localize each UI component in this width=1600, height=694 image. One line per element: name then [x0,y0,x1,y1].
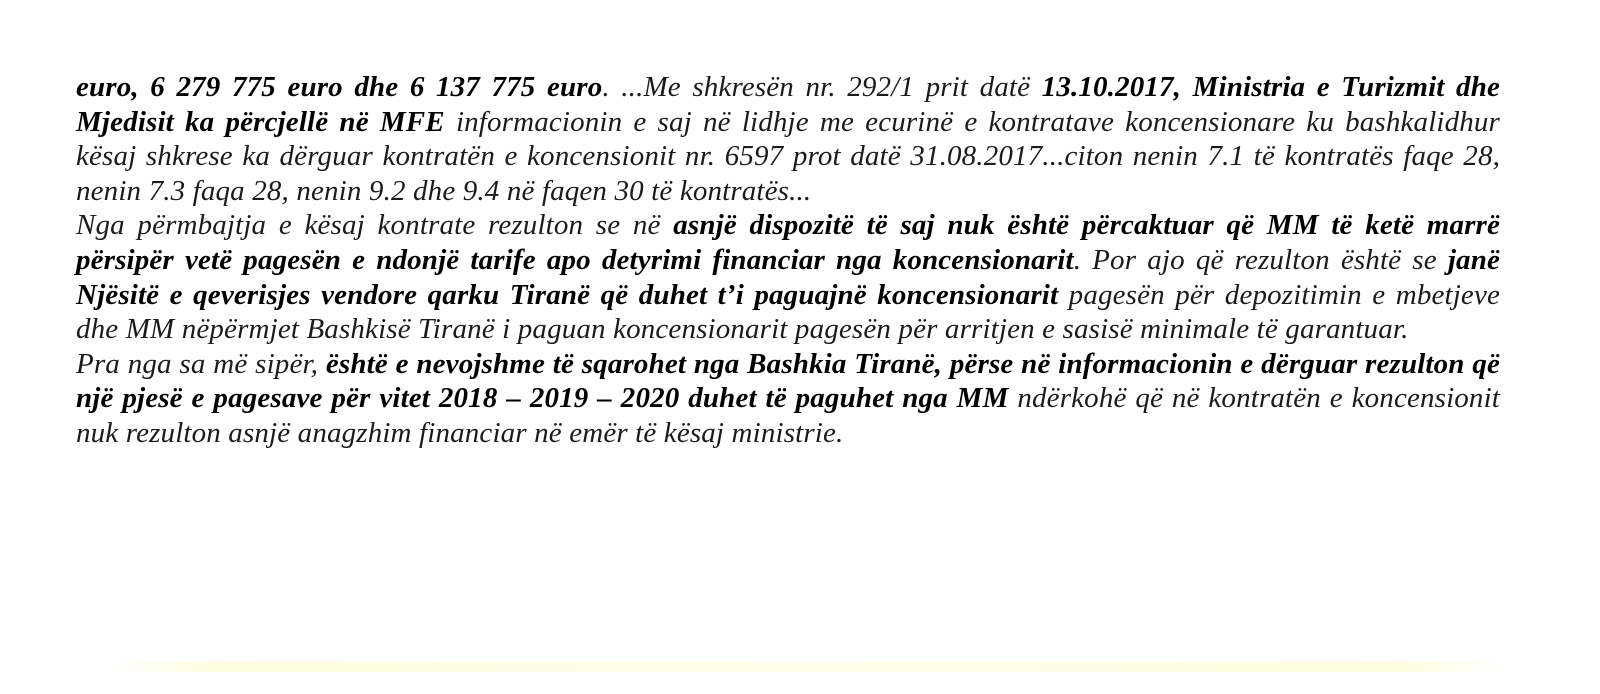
segment: informacionin e saj në lidhje me ecurinë e kontratave koncensionare ku bashkalidhur kësaj shkrese ka dërguar kontratën e koncensionit nr. 6597 prot datë 31.08.2017...citon nenin 7.1 të kontratës faqe 28, nenin 7.3 faqa 28, nenin 9.2 dhe 9.4 në faqen 30 të kontratës... [76,105,1500,207]
paragraph-2 [76,208,1500,346]
segment: . Por ajo që rezulton është se [1073,243,1448,276]
paragraph-1 [76,70,1500,208]
segment: ndërkohë që në kontratën e koncensionit nuk rezulton asnjë anagzhim financiar në emër të kësaj ministrie. [76,382,1500,449]
scan-smudge [108,662,1508,672]
segment: Nga përmbajtja e kësaj kontrate rezulton se në [76,209,674,242]
segment: euro, 6 279 775 euro dhe 6 137 775 euro [76,71,603,103]
segment: Pra nga sa më sipër, [76,347,326,380]
segment: janë Njësitë e qeverisjes vendore qarku Tiranë që duhet t’i paguajnë koncensionarit [76,243,1501,311]
segment: 13.10.2017, Ministria e Turizmit dhe Mjedisit ka përcjellë në MFE [76,71,1500,138]
segment: pagesën për depozitimin e mbetjeve dhe MM nëpërmjet Bashkisë Tiranë i paguan koncensionarit pagesën për arritjen e sasisë minimale të garantuar. [76,278,1500,346]
segment: është e nevojshme të sqarohet nga Bashkia Tiranë, përse në informacionin e dërguar rezulton që një pjesë e pagesave për vitet 2018 – 2019 – 2020 duhet të paguhet nga MM [76,347,1500,415]
document-body [76,70,1500,451]
paragraph-3 [76,347,1500,451]
segment: asnjë dispozitë të saj nuk është përcaktuar që MM të ketë marrë përsipër vetë pagesën e ndonjë tarife apo detyrimi financiar nga koncensionarit [76,209,1500,276]
segment: . ...Me shkresën nr. 292/1 prit datë [602,71,1042,103]
